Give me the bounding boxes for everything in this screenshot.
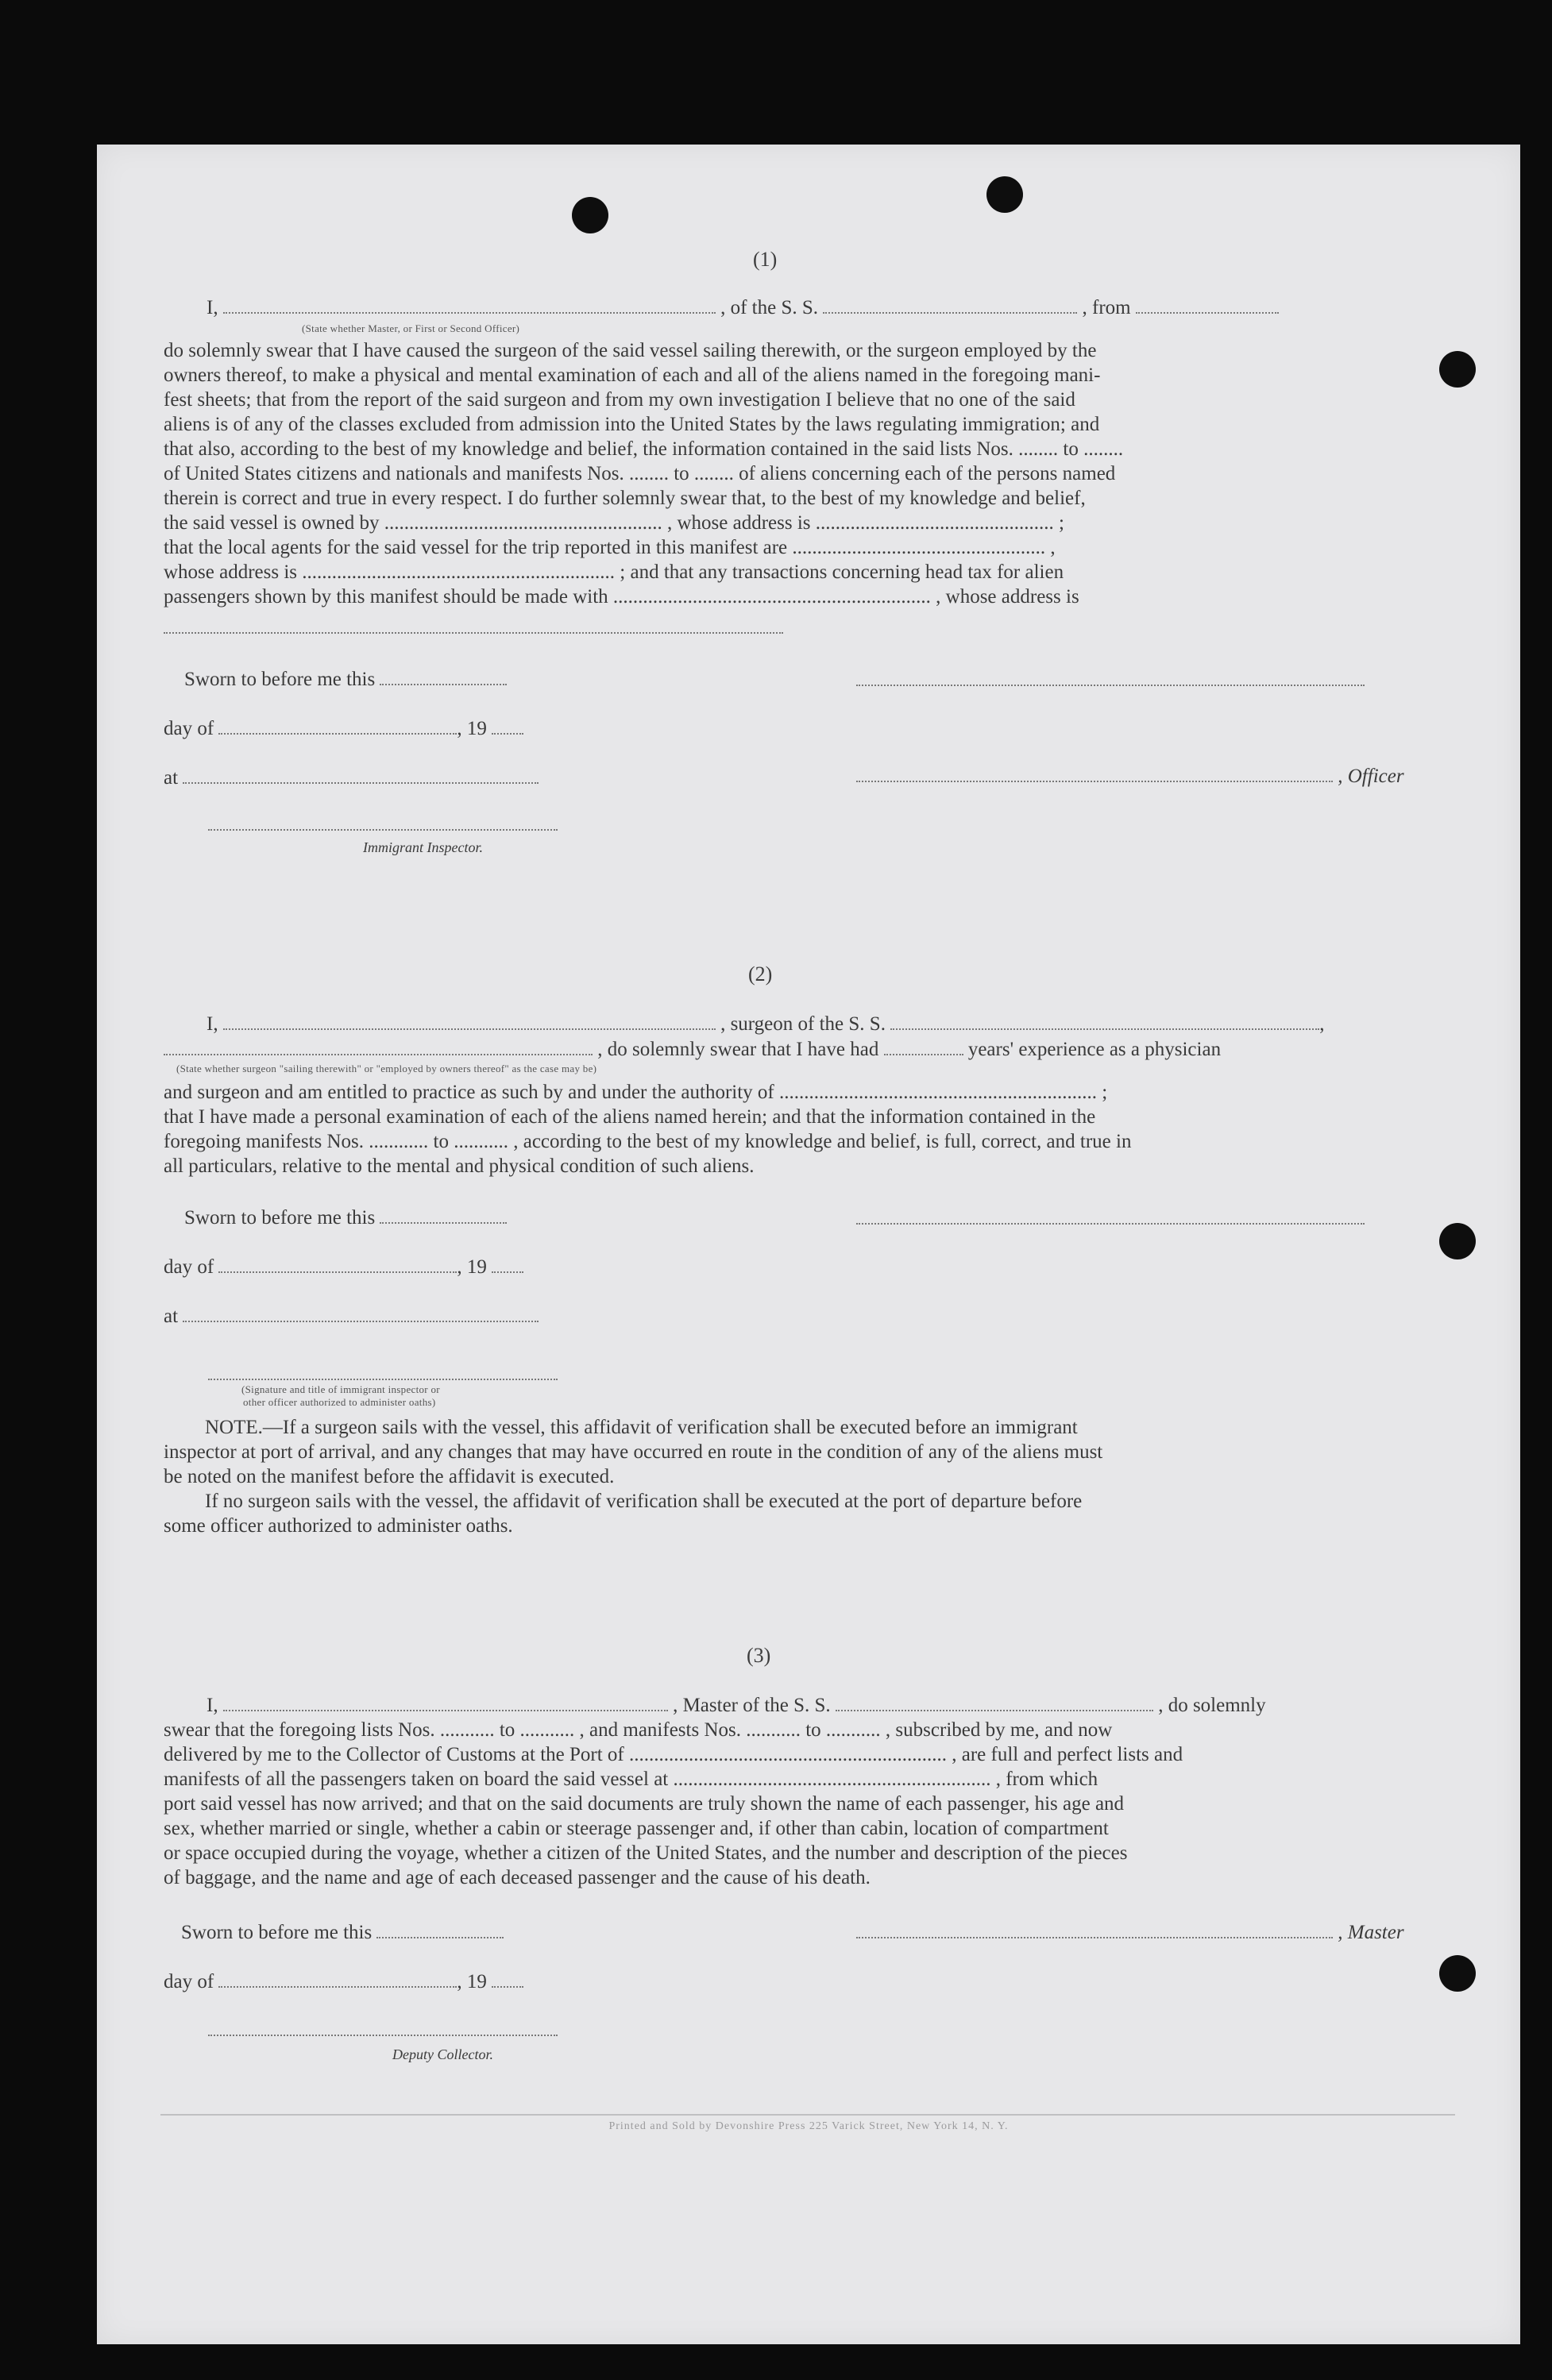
s2-sig-note-2: other officer authorized to administer oaths) <box>243 1396 436 1408</box>
s2-signature-line <box>856 1221 1365 1225</box>
section-3-number: (3) <box>747 1644 771 1667</box>
s1-inspector-line <box>208 827 558 831</box>
printer-imprint: Printed and Sold by Devonshire Press 225 Varick Street, New York 14, N. Y. <box>608 2120 1009 2132</box>
s2-second-line: , do solemnly swear that I have had years' experience as a physician <box>164 1037 1221 1062</box>
s2-sworn: Sworn to before me this <box>184 1205 507 1230</box>
s1-at: at <box>164 766 539 790</box>
s3-deputy-label: Deputy Collector. <box>392 2046 493 2062</box>
s3-sworn: Sworn to before me this <box>181 1920 504 1945</box>
s1-inspector-label: Immigrant Inspector. <box>363 839 483 855</box>
s1-address-line <box>164 631 783 634</box>
s1-sworn: Sworn to before me this <box>184 667 507 692</box>
s3-deputy-line <box>208 2033 558 2036</box>
s1-signature-line <box>856 683 1365 686</box>
punch-hole <box>1439 1223 1476 1259</box>
punch-hole <box>986 176 1023 213</box>
s1-officer-note: (State whether Master, or First or Second Officer) <box>302 322 520 334</box>
s2-day-of: day of , 19 <box>164 1255 523 1279</box>
footer-rule <box>160 2114 1455 2116</box>
punch-hole <box>572 197 608 233</box>
section-2-number: (2) <box>748 962 773 986</box>
s2-surgeon-note: (State whether surgeon "sailing therewith" or "employed by owners thereof" as the case may be) <box>176 1063 597 1074</box>
s2-inspector-line <box>208 1377 558 1380</box>
s2-at: at <box>164 1304 539 1329</box>
s2-opening-line: I, , surgeon of the S. S. , <box>207 1013 1325 1035</box>
s3-master-line: , Master <box>856 1920 1404 1945</box>
section-1-number: (1) <box>753 248 778 271</box>
manifest-verification-sheet: (1) I, , of the S. S. , from (State whether Master, or First or Second Officer) do solemnly swear that I have caused the surgeon of the said vessel sailing therewith, or the surgeon employed by the owners thereof, to make a physical and mental examination of each and all of the aliens named in the foregoing mani- fest sheets; that from the report of the said surgeon and from my own investigation I believe that no one of the said aliens is of any of the classes excluded from admission into the United States by the laws regulating immigration; and that also, according to the best of my knowledge and belief, the information contained in the said lists Nos. ........ to ........ of United States citizens and nationals and manifests Nos. ........ to ........ of aliens concerning each of the persons named therein is correct and true in every respect. I do further solemnly swear that, to the best of my knowledge and belief, the said vessel is owned by ........................................................ , whose address is ................................................ ; that the local agents for the said vessel for the trip reported in this manifest are ................................................... , whose address is ............................................................... ; and that any transactions concerning head tax for alien passengers shown by this manifest should be made with ................................................................ , whose address is Sworn to before me this day of , 19 at , Officer Immigrant Inspector. (2) I, , surgeon of the S. S. , , do solemnly swear that I have had years' experience as a physician (State whether surgeon "sailing therewith" or "employed by owners thereof" as the case may be) and surgeon and am entitled to practice as such by and under the authority of ................................................................ ; that I have made a personal examination of each of the aliens named herein; and that the information contained in the foregoing manifests Nos. ............ to ........... , according to the best of my knowledge and belief, is full, correct, and true in all particulars, relative to the mental and physical condition of such aliens. Sworn to before me this day of , 19 at (Signature and title of immigrant inspector or other officer authorized to administer oaths) NOTE.—If a surgeon sails with the vessel, this affidavit of verification shall be executed before an immigrant inspector at port of arrival, and any changes that may have occurred en route in the condition of any of the aliens must be noted on the manifest before the affidavit is executed. If no surgeon sails with the vessel, the affidavit of verification shall be executed at the port of departure before some officer authorized to administer oaths. (3) I, , Master of the S. S. , do solemnly swear that the foregoing lists Nos. ........... to ........... , and manifests Nos. ........... to ........... , subscribed by me, and now delivered by me to the Collector of Customs at the Port of ................................................................ , are full and perfect lists and manifests of all the passengers taken on board the said vessel at ................................................................ , from which port said vessel has now arrived; and that on the said documents are truly shown the name of each passenger, his age and sex, whether married or single, whether a cabin or steerage passenger and, if other than cabin, location of compartment or space occupied during the voyage, whether a citizen of the United States, and the number and description of the pieces of baggage, and the name and age of each deceased passenger and the cause of his death. Sworn to before me this , Master day of , 19 Deputy Collector. Printed and Sold by Devonshire Press 225 Varick Street, New York 14, N. Y. <box>97 145 1520 2344</box>
s1-day-of: day of , 19 <box>164 716 523 741</box>
s1-officer-line: , Officer <box>856 764 1404 789</box>
s2-sig-note-1: (Signature and title of immigrant inspector or <box>241 1383 440 1395</box>
punch-hole <box>1439 1955 1476 1992</box>
punch-hole <box>1439 351 1476 388</box>
s3-day-of: day of , 19 <box>164 1969 523 1994</box>
s3-opening-line: I, , Master of the S. S. , do solemnly <box>207 1695 1266 1716</box>
s1-opening-line: I, , of the S. S. , from <box>207 295 1279 320</box>
